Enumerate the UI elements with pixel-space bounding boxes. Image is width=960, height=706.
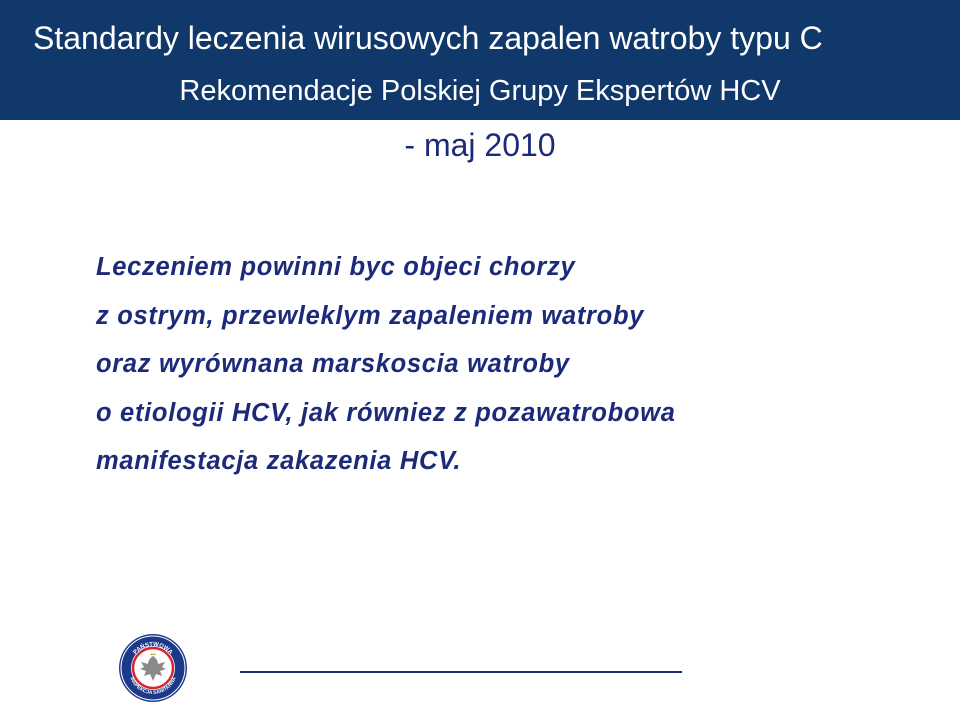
- inspection-logo: [117, 632, 189, 704]
- body-line: Leczeniem powinni byc objeci chorzy: [96, 253, 576, 281]
- footer-rule: [240, 671, 682, 673]
- slide-title: Standardy leczenia wirusowych zapalen watroby typu C: [33, 20, 823, 56]
- logo-top-text: PAŃSTWOWA: [132, 641, 174, 656]
- slide-subtitle: Rekomendacje Polskiej Grupy Ekspertów HCV: [179, 75, 781, 107]
- body-line: o etiologii HCV, jak równiez z pozawatrobowa: [96, 398, 676, 427]
- body-text: [96, 250, 676, 493]
- logo-bottom-text: INSPEKCJA SANITARNA: [128, 676, 178, 697]
- body-line: oraz wyrównana marskoscia watroby: [96, 350, 570, 378]
- date-line: - maj 2010: [404, 127, 556, 163]
- body-line: manifestacja zakazenia HCV.: [96, 447, 462, 475]
- body-line: z ostrym, przewleklym zapaleniem watroby: [96, 301, 645, 330]
